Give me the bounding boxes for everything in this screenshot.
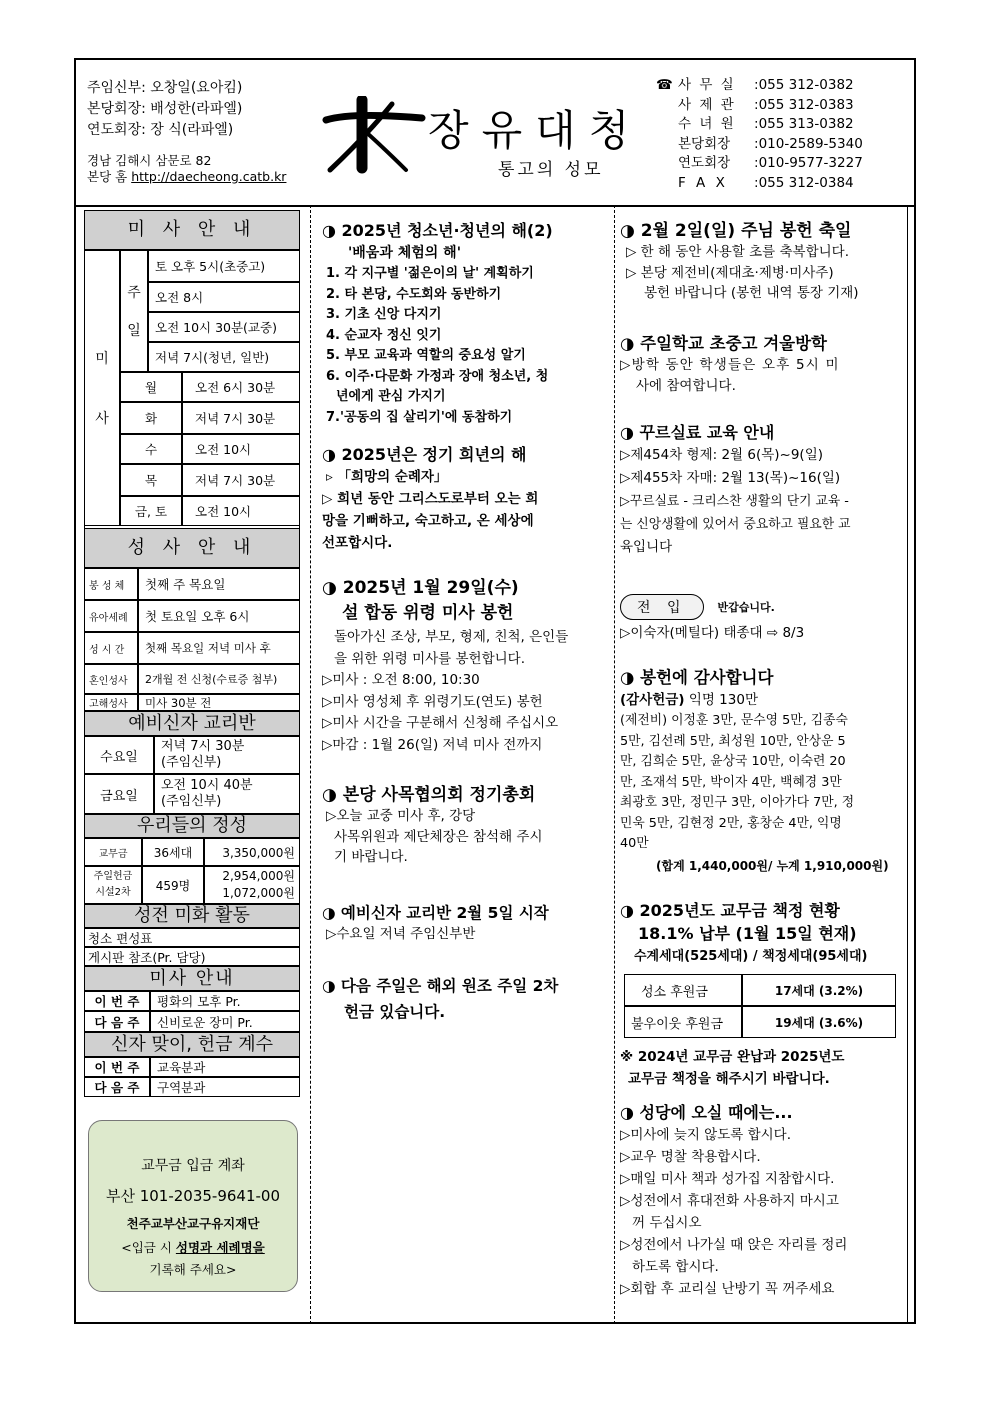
yeondo-line: 연도회장: 장 식(라파엘): [87, 122, 234, 138]
thanks-line-5: 만, 조재석 5만, 박이자 4만, 백혜경 3만: [620, 774, 842, 790]
youth-item-6: 6. 이주·다문화 가정과 장애 청소년, 청: [326, 368, 549, 384]
decor-row-2: 게시판 참조(Pr. 담당): [84, 947, 300, 966]
church-item-4: ▷성전에서 휴대전화 사용하지 마시고: [620, 1193, 839, 1209]
mass2-value-1: 평화의 모후 Pr.: [150, 991, 300, 1011]
memorial-item-2: ▷미사 영성체 후 위령기도(연도) 봉헌: [322, 693, 543, 710]
half-circle-icon: ◑: [322, 221, 342, 240]
thanks-line-1: (감사헌금) 익명 130만: [620, 692, 758, 708]
welcome-heading: 신자 맞이, 헌금 계수: [84, 1032, 300, 1057]
half-circle-icon: ◑: [322, 977, 341, 995]
sacrament-value-5: 미사 30분 전: [138, 694, 300, 711]
mass-sunday-3: 오전 10시 30분(교중): [148, 312, 300, 342]
council-item-1: ▷오늘 교중 미사 후, 강당: [326, 808, 476, 824]
mass2-label-2: 다 음 주: [84, 1011, 150, 1032]
jubilee-section: [322, 444, 612, 554]
mass-time-wed: 오전 10시: [182, 434, 300, 464]
account-note-2: 기록해 주세요>: [149, 1262, 237, 1277]
half-circle-icon: ◑: [322, 445, 342, 464]
mass-day-tue: 화: [120, 402, 182, 434]
thanks-line-4: 만, 김희순 5만, 윤상국 10만, 이숙련 20: [620, 754, 846, 769]
memorial-title-1: ◑ 2025년 1월 29일(수): [322, 578, 519, 598]
account-number: 부산 101-2035-9641-00: [105, 1187, 281, 1205]
cursillo-item-5: 육입니다: [620, 539, 673, 555]
mass-day-thu: 목: [120, 464, 182, 496]
thanks-title: ◑ 봉헌에 감사합니다: [620, 668, 774, 687]
pastor-line: 주임신부: 오창일(요아킴): [87, 80, 243, 96]
dues-note-2: 교무금 책정을 해주시기 바랍니다.: [628, 1071, 830, 1087]
thanks-line-2: (제전비) 이정훈 3만, 문수영 5만, 김종숙: [620, 713, 848, 728]
transfer-item: ▷이숙자(메틸다) 태종대 ⇨ 8/3: [620, 625, 805, 641]
memorial-section: [322, 576, 614, 756]
church-item-6: ▷성전에서 나가실 때 앉은 자리를 정리: [620, 1237, 848, 1253]
candles-item-2: ▷ 본당 제전비(제대초·제병·미사주): [626, 264, 834, 281]
youth-item-3: 3. 기초 신앙 다지기: [326, 307, 442, 322]
thanks-line-6: 최광호 3만, 정민구 3만, 이아가다 7만, 정: [620, 795, 855, 810]
jubilee-title: ◑ 2025년은 정기 희년의 해: [322, 445, 527, 464]
address: 경남 김해시 삼문로 82: [87, 153, 212, 168]
transfer-section: [620, 594, 906, 644]
thanks-section: [620, 667, 906, 877]
header-divider: [74, 205, 916, 207]
sacrament-label-1: 봉 성 체: [84, 568, 138, 600]
memorial-title-2: 설 합동 위령 미사 봉헌: [342, 603, 514, 623]
thanks-line-3: 5만, 김선례 5만, 최성원 10만, 안상운 5: [620, 733, 846, 749]
candles-title: ◑ 2월 2일(일) 주님 봉헌 축일: [620, 221, 852, 241]
sacrament-value-4: 2개월 전 신청(수료증 첨부): [138, 664, 300, 694]
half-circle-icon: ◑: [322, 785, 343, 805]
youth-title: ◑ 2025년 청소년·청년의 해(2): [322, 221, 553, 240]
memorial-item-1: ▷미사 : 오전 8:00, 10:30: [322, 672, 480, 688]
cursillo-item-4: 는 신앙생활에 있어서 중요하고 필요한 교: [620, 517, 851, 532]
sacraments-heading: 성 사 안 내: [84, 528, 300, 568]
dues-subtitle: 18.1% 납부 (1월 15일 현재): [638, 924, 857, 943]
dues-section: [620, 900, 906, 1090]
offering-sunday-amounts: 2,954,000원 1,072,000원: [204, 866, 300, 904]
sundayschool-item-1: ▷방학 동안 학생들은 오후 5시 미: [620, 357, 840, 373]
memorial-item-3: ▷미사 시간을 구분해서 신청해 주십시오: [322, 715, 559, 731]
offering-sunday-label: 주일헌금 시설2차: [84, 866, 142, 904]
decor-row-1: 청소 편성표: [84, 928, 300, 947]
thanks-line-7: 민욱 5만, 김현정 2만, 홍창순 4만, 익명: [620, 815, 842, 831]
contacts: ☎ 사 무 실 : 055 312-0382 사 제 관 : 055 312-0383 수 녀 원 : 055 313-0382 본당회장 : 010-2589-5340 연도회장 : 010-9577-3227 F A X : 055 312-0384: [656, 77, 863, 191]
offering-dues-label: 교무금: [84, 838, 142, 866]
catechumen-notice: [322, 902, 612, 945]
phone-icon: ☎: [656, 77, 673, 93]
candles-section: [620, 220, 906, 304]
offering-dues-amount: 3,350,000원: [204, 838, 300, 866]
thanks-line-8: 40만: [620, 836, 649, 851]
thanks-total: (합계 1,440,000원/ 누계 1,910,000원): [656, 858, 889, 873]
bulletin-title: 장유대청: [428, 106, 643, 155]
offering-sunday-count: 459명: [142, 866, 204, 904]
catechumen-day-1: 수요일: [84, 736, 154, 774]
column-divider-2: [614, 205, 615, 1324]
catechumen-notice-item: ▷수요일 저녁 주임신부반: [326, 926, 476, 942]
dues-households: 수계세대(525세대) / 책정세대(95세대): [634, 949, 868, 964]
mass-heading: 미 사 안 내: [84, 210, 300, 250]
jubilee-body-1: ▷ 희년 동안 그리스도로부터 오는 희: [322, 491, 539, 507]
cursillo-item-3: ▷꾸르실료 - 크리스찬 생활의 단기 교육 -: [620, 494, 849, 509]
account-owner: 천주교부산교구유지재단: [126, 1216, 260, 1231]
header-staff: [87, 78, 242, 141]
transfer-badge: 전 입: [620, 594, 704, 620]
sacrament-value-1: 첫째 주 목요일: [138, 568, 300, 600]
church-item-7: 하도록 합시다.: [632, 1259, 719, 1275]
nextsunday-notice: [322, 973, 612, 1025]
jubilee-body-2: 망을 기뻐하고, 숙고하고, 온 세상에: [322, 513, 534, 529]
dues-label-2: 불우이웃 후원금: [624, 1006, 742, 1038]
account-note-1: <입금 시 성명과 세례명을: [121, 1240, 265, 1255]
mass-time-thu: 저녁 7시 30분: [182, 464, 300, 496]
half-circle-icon: ◑: [322, 578, 343, 598]
dues-note-1: ※ 2024년 교무금 완납과 2025년도: [620, 1049, 845, 1065]
half-circle-icon: ◑: [620, 423, 640, 442]
catechumen-time-2: 오전 10시 40분 (주임신부): [154, 774, 300, 814]
sacrament-value-3: 첫째 목요일 저녁 미사 후: [138, 632, 300, 664]
mass2-label-1: 이 번 주: [84, 991, 150, 1011]
youth-item-1: 1. 각 지구별 '젊은이의 날' 계획하기: [326, 266, 534, 281]
welcome-value-2: 구역분과: [150, 1077, 300, 1097]
youth-item-5: 5. 부모 교육과 역할의 중요성 알기: [326, 348, 526, 363]
sacrament-label-3: 성 시 간: [84, 632, 138, 664]
offering-heading: 우리들의 정성: [84, 814, 300, 838]
youth-item-6b: 년에게 관심 가지기: [336, 389, 446, 404]
decor-heading: 성전 미화 활동: [84, 904, 300, 928]
candles-item-1: ▷ 한 해 동안 사용할 초를 축복합니다.: [626, 244, 849, 260]
mass-day-frisat: 금, 토: [120, 496, 182, 526]
dues-table: [624, 974, 896, 1038]
cursillo-section: [620, 422, 906, 559]
mass-sunday-label: 주 일: [120, 250, 148, 372]
header-address: [87, 153, 286, 185]
memorial-item-4: ▷마감 : 1월 26(일) 저녁 미사 전까지: [322, 736, 543, 753]
cross-logo: [322, 96, 426, 176]
sundayschool-title: ◑ 주일학교 초중고 겨울방학: [620, 334, 827, 353]
cursillo-item-1: ▷제454차 형제: 2월 6(목)~9(일): [620, 447, 824, 463]
homepage: 본당 홈 http://daecheong.catb.kr: [87, 169, 287, 184]
mass-mi-sa: 미 사: [84, 250, 120, 526]
half-circle-icon: ◑: [620, 668, 641, 687]
cursillo-item-2: ▷제455차 자매: 2월 13(목)~16(일): [620, 470, 841, 486]
half-circle-icon: ◑: [620, 221, 641, 241]
dues-value-1: 17세대 (3.2%): [742, 974, 896, 1006]
church-item-3: ▷매일 미사 책과 성가집 지참합시다.: [620, 1171, 835, 1187]
mass-time-mon: 오전 6시 30분: [182, 372, 300, 402]
council-title: ◑ 본당 사목협의회 정기총회: [322, 785, 536, 805]
jubilee-body-3: 선포합시다.: [322, 535, 393, 551]
homepage-link[interactable]: http://daecheong.catb.kr: [131, 169, 287, 184]
mass-time-tue: 저녁 7시 30분: [182, 402, 300, 434]
sundayschool-item-2: 사에 참여합니다.: [636, 377, 736, 394]
offering-dues-count: 36세대: [142, 838, 204, 866]
half-circle-icon: ◑: [620, 901, 640, 920]
church-item-1: ▷미사에 늦지 않도록 합시다.: [620, 1127, 791, 1143]
welcome-label-1: 이 번 주: [84, 1057, 150, 1077]
mass-day-wed: 수: [120, 434, 182, 464]
council-item-3: 기 바랍니다.: [334, 849, 408, 865]
catechumen-time-1: 저녁 7시 30분 (주임신부): [154, 736, 300, 774]
council-item-2: 사목위원과 제단체장은 참석해 주시: [334, 828, 543, 845]
mass-day-mon: 월: [120, 372, 182, 402]
memorial-body-2: 을 위한 위령 미사를 봉헌합니다.: [334, 651, 525, 667]
sacrament-label-5: 고해성사: [84, 694, 138, 711]
dues-value-2: 19세대 (3.6%): [742, 1006, 896, 1038]
jubilee-line1: ▹ 「희망의 순례자」: [326, 469, 448, 485]
column-divider-3: [907, 205, 908, 1324]
church-item-8: ▷회합 후 교리실 난방기 꼭 꺼주세요: [620, 1281, 835, 1297]
memorial-body-1: 돌아가신 조상, 부모, 형제, 친척, 은인들: [334, 629, 569, 645]
bulletin-subtitle: 통고의 성모: [498, 160, 604, 180]
church-title: ◑ 성당에 오실 때에는...: [620, 1103, 793, 1122]
council-section: [322, 784, 612, 868]
half-circle-icon: ◑: [620, 334, 641, 353]
mass-sunday-4: 저녁 7시(청년, 일반): [148, 342, 300, 372]
church-section: [620, 1102, 906, 1300]
youth-item-7: 7.'공동의 집 살리기'에 동참하기: [326, 409, 513, 425]
account-title: 교무금 입금 계좌: [141, 1158, 245, 1174]
catechumen-notice-title: ◑ 예비신자 교리반 2월 5일 시작: [322, 904, 549, 922]
welcome-label-2: 다 음 주: [84, 1077, 150, 1097]
sacrament-label-2: 유아세례: [84, 600, 138, 632]
sundayschool-section: [620, 333, 906, 396]
candles-item-3: 봉헌 바랍니다 (봉헌 내역 통장 기재): [644, 285, 859, 301]
mass-sunday-1: 토 오후 5시(초중고): [148, 250, 300, 282]
dues-label-1: 성소 후원금: [624, 974, 742, 1006]
sacrament-label-4: 혼인성사: [84, 664, 138, 694]
youth-item-4: 4. 순교자 정신 잇기: [326, 327, 442, 343]
column-divider-1: [310, 205, 311, 1324]
youth-section: [322, 220, 612, 428]
youth-subtitle: '배움과 체험의 해': [348, 245, 461, 261]
account-box: [88, 1120, 298, 1292]
mass2-heading: 미사 안내: [84, 966, 300, 991]
mass-sunday-2: 오전 8시: [148, 282, 300, 312]
church-item-2: ▷교우 명찰 착용합시다.: [620, 1149, 761, 1165]
nextsunday-line-2: 헌금 있습니다.: [344, 1003, 446, 1021]
church-item-5: 꺼 두십시오: [632, 1215, 702, 1231]
half-circle-icon: ◑: [322, 904, 341, 922]
mass2-value-2: 신비로운 장미 Pr.: [150, 1011, 300, 1032]
catechumen-heading: 예비신자 교리반: [84, 711, 300, 736]
nextsunday-line-1: ◑ 다음 주일은 해외 원조 주일 2차: [322, 977, 559, 995]
dues-title: ◑ 2025년도 교무금 책정 현황: [620, 901, 840, 920]
mass-time-frisat: 오전 10시: [182, 496, 300, 526]
transfer-welcome: 반갑습니다.: [717, 601, 775, 614]
cursillo-title: ◑ 꾸르실료 교육 안내: [620, 423, 775, 442]
sacrament-value-2: 첫 토요일 오후 6시: [138, 600, 300, 632]
welcome-value-1: 교육분과: [150, 1057, 300, 1077]
transfer-header: [620, 594, 906, 620]
half-circle-icon: ◑: [620, 1103, 640, 1122]
catechumen-day-2: 금요일: [84, 774, 154, 814]
youth-item-2: 2. 타 본당, 수도회와 동반하기: [326, 286, 502, 302]
president-line: 본당회장: 배성한(라파엘): [87, 101, 243, 117]
